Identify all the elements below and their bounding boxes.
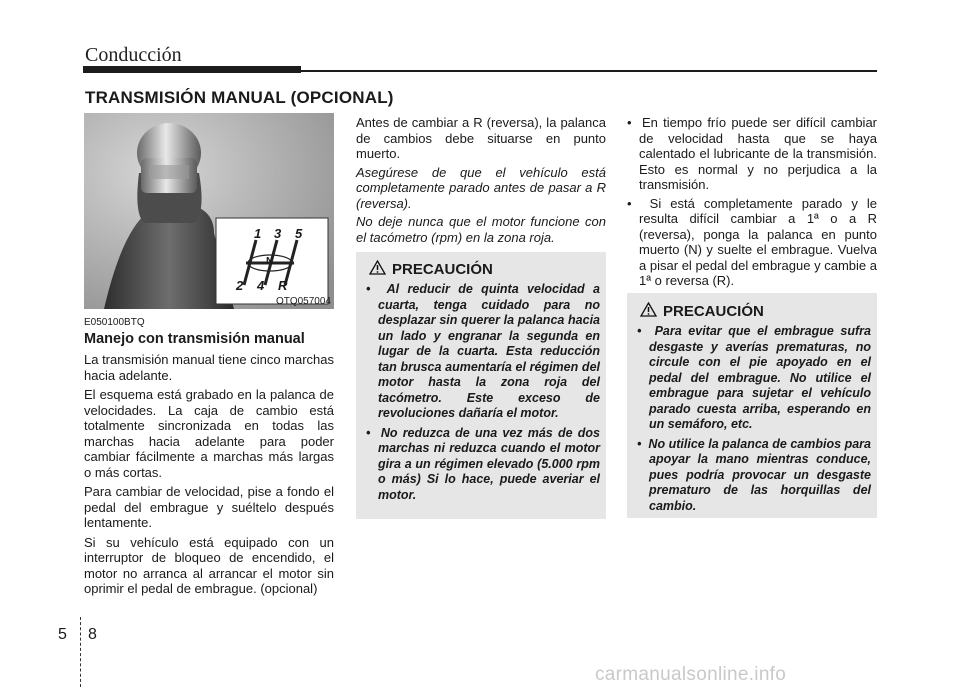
caution-item: • Para evitar que el embrague sufra desgaste y averías prematuras, no circule con el pie apoyado en el pedal del embrague. No utilice el embrague para sujetar el vehículo parado cuesta arriba, esperando en un semáforo, etc. [637, 324, 871, 431]
column-1-text [84, 352, 334, 601]
italic-note: No deje nunca que el motor funcione con el tacómetro (rpm) en la zona roja. [356, 214, 606, 245]
caution-body [366, 282, 600, 507]
caution-heading [369, 260, 493, 278]
gear-label-4: 4 [257, 278, 265, 293]
gear-label-3: 3 [274, 226, 282, 241]
gear-lever-photo [84, 113, 334, 309]
subheading: Manejo con transmisión manual [84, 331, 305, 347]
paragraph: Si su vehículo está equipado con un interruptor de bloqueo de encendido, el motor no arranca al arrancar el motor sin oprimir el pedal de embrague. (opcional) [84, 534, 334, 596]
caution-box [356, 252, 606, 519]
caution-item: • No utilice la palanca de cambios para apoyar la mano mientras conduce, pues podría provocar un desgaste prematuro de las horquillas del cambio. [637, 436, 871, 513]
gear-label-5: 5 [295, 226, 303, 241]
header-rule [301, 70, 877, 72]
bullet-item: • En tiempo frío puede ser difícil cambiar de velocidad hasta que se haya calentado el lubricante de la transmisión. Esto es normal y no perjudica a la transmisión. [627, 115, 878, 192]
paragraph: Para cambiar de velocidad, pise a fondo el pedal del embrague y suéltelo después lentamente. [84, 484, 334, 530]
warning-icon [640, 302, 657, 317]
caution-item: • No reduzca de una vez más de dos marchas ni reduzca cuando el motor gira a un régimen elevado (5.000 rpm o más) Si lo hace, puede averiar el motor. [366, 425, 600, 502]
column-3-text [627, 115, 877, 292]
gear-label-r: R [278, 278, 288, 293]
italic-note: Asegúrese de que el vehículo está completamente parado antes de pasar a R (reversa). [356, 164, 606, 211]
caution-heading-text: PRECAUCIÓN [663, 303, 764, 320]
footer-divider [80, 617, 82, 687]
paragraph: El esquema está grabado en la palanca de velocidades. La caja de cambio está totalmente sincronizada en todas las marchas hacia adelante para poder cambiar fácilmente a marchas más largas o más cortas. [84, 387, 334, 480]
caution-body [637, 324, 871, 518]
watermark: carmanualsonline.info [595, 664, 787, 685]
page-number: 8 [88, 626, 97, 643]
paragraph: Antes de cambiar a R (reversa), la palanca de cambios debe situarse en punto muerto. [356, 115, 606, 161]
caution-box [627, 293, 877, 518]
gear-label-n: N [266, 256, 274, 267]
warning-icon [369, 260, 386, 275]
figure-code: OTQ057004 [275, 296, 331, 307]
header-bar [83, 66, 301, 73]
page-title: TRANSMISIÓN MANUAL (OPCIONAL) [85, 88, 394, 107]
caution-item: • Al reducir de quinta velocidad a cuarta, tenga cuidado para no desplazar sin querer la palanca hacia un lado y engranar la segunda en lugar de la cuarta. Esta reducción tan brusca aumentaría el régimen del motor hasta la zona roja del tacómetro. Este exceso de revoluciones dañaría el motor. [366, 282, 601, 420]
paragraph: La transmisión manual tiene cinco marchas hacia adelante. [84, 352, 335, 383]
gear-label-1: 1 [254, 226, 262, 241]
section-label: Conducción [85, 44, 182, 66]
gear-lever-illustration [84, 113, 334, 309]
gear-label-2: 2 [236, 278, 244, 293]
bullet-item: • Si está completamente parado y le resulta difícil cambiar a 1ª o a R (reversa), ponga la palanca en punto muerto (N) y suelte el embrague. Vuelva a pisar el pedal del embrague y cambie a 1ª o reversa (R). [627, 195, 877, 288]
reference-code: E050100BTQ [84, 317, 145, 328]
column-2-text [356, 115, 606, 248]
caution-heading [640, 302, 764, 320]
caution-heading-text: PRECAUCIÓN [392, 261, 493, 278]
chapter-number: 5 [58, 626, 67, 643]
